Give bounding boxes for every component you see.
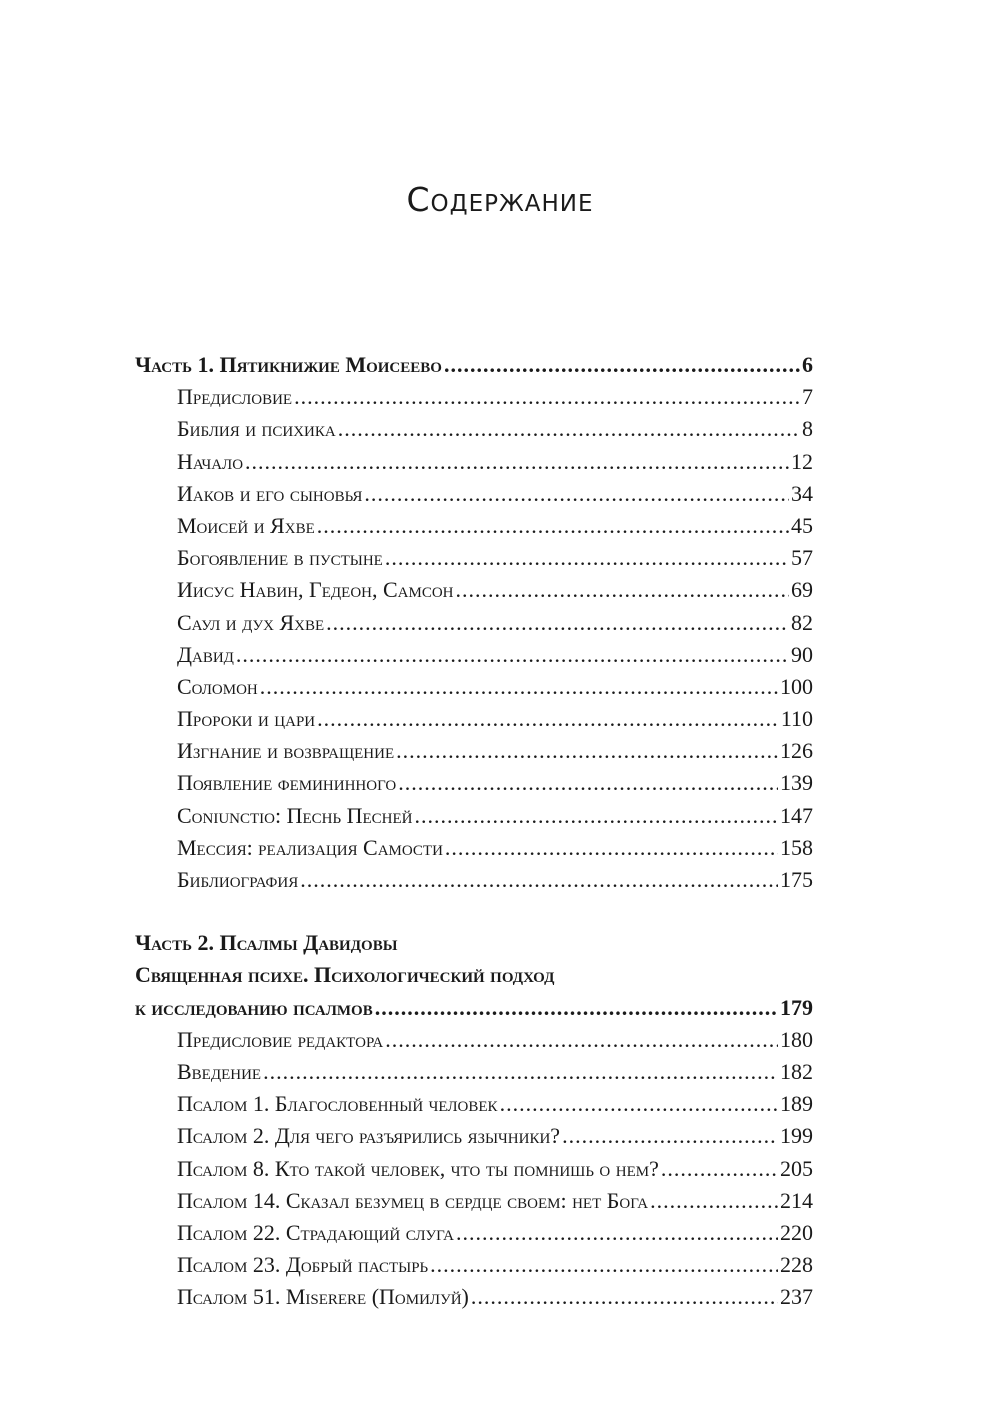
toc-entry[interactable] bbox=[135, 1027, 813, 1059]
toc-entry[interactable] bbox=[135, 1091, 813, 1123]
toc-entry-page: 175 bbox=[780, 867, 813, 892]
dot-leader bbox=[317, 706, 779, 732]
dot-leader bbox=[317, 513, 789, 539]
page-title: Содержание bbox=[406, 180, 594, 219]
dot-leader bbox=[338, 416, 800, 442]
toc-entry-page: 180 bbox=[780, 1026, 813, 1052]
dot-leader bbox=[375, 995, 778, 1021]
dot-leader bbox=[385, 545, 789, 571]
toc-entry-page: 189 bbox=[780, 1091, 813, 1117]
dot-leader bbox=[456, 577, 790, 603]
dot-leader bbox=[471, 1284, 778, 1310]
dot-leader bbox=[260, 674, 778, 700]
toc-entry-page: 57 bbox=[791, 545, 813, 571]
toc-entry-label: Coniunctio: Песнь Песней bbox=[177, 802, 413, 828]
dot-leader bbox=[263, 1059, 778, 1085]
toc-entry[interactable] bbox=[135, 867, 813, 899]
toc-entry[interactable] bbox=[135, 1220, 813, 1252]
toc-entry-page: 7 bbox=[802, 384, 813, 410]
dot-leader bbox=[364, 481, 789, 507]
toc-entry-label: Пророки и цари bbox=[177, 706, 316, 732]
toc-part-1-label: Часть 1. Пятикнижие Моисеево bbox=[135, 352, 442, 377]
toc-entry-page: 110 bbox=[780, 706, 813, 732]
toc-entry-label: Библиография bbox=[177, 867, 299, 892]
toc-entry-page: 82 bbox=[791, 609, 813, 635]
toc-entry-label: Библия и психика bbox=[177, 416, 336, 442]
toc-entry[interactable] bbox=[135, 449, 813, 481]
toc-entry-label: Псалом 2. Для чего разъярились язычники? bbox=[177, 1123, 561, 1149]
toc-entry-label: Иаков и его сыновья bbox=[177, 480, 363, 506]
dot-leader bbox=[444, 352, 800, 378]
toc-part-1[interactable] bbox=[135, 352, 813, 384]
toc-entry[interactable] bbox=[135, 513, 813, 545]
section-gap bbox=[135, 899, 813, 930]
toc-entry-page: 90 bbox=[791, 641, 813, 667]
dot-leader bbox=[445, 835, 778, 861]
toc-entry[interactable] bbox=[135, 835, 813, 867]
toc-entry-page: 45 bbox=[791, 512, 813, 538]
toc-entry[interactable] bbox=[135, 481, 813, 513]
toc-entry-label: Псалом 8. Кто такой человек, что ты помнишь о нем? bbox=[177, 1155, 659, 1181]
toc-entry[interactable] bbox=[135, 610, 813, 642]
toc-entry-page: 100 bbox=[780, 673, 813, 699]
dot-leader bbox=[294, 384, 800, 410]
toc-entry-page: 182 bbox=[780, 1058, 813, 1084]
toc-entry[interactable] bbox=[135, 1188, 813, 1220]
dot-leader bbox=[456, 1220, 778, 1246]
toc-entry[interactable] bbox=[135, 545, 813, 577]
dot-leader bbox=[326, 610, 789, 636]
toc-part-2-line-3[interactable] bbox=[135, 995, 813, 1027]
toc-entry-label: Богоявление в пустыне bbox=[177, 545, 383, 571]
toc-entry-label: Саул и дух Яхве bbox=[177, 609, 325, 635]
toc-entry-label: Введение bbox=[177, 1058, 262, 1084]
dot-leader bbox=[415, 803, 779, 829]
toc-entry-label: Иисус Навин, Гедеон, Самсон bbox=[177, 577, 454, 603]
toc-entry-page: 69 bbox=[791, 577, 813, 603]
toc-entry-page: 147 bbox=[780, 802, 813, 828]
toc-entry[interactable] bbox=[135, 1059, 813, 1091]
toc-part-2-line-1[interactable] bbox=[135, 930, 813, 962]
toc-entry[interactable] bbox=[135, 738, 813, 770]
toc-entry[interactable] bbox=[135, 1156, 813, 1188]
toc-entry-page: 228 bbox=[780, 1252, 813, 1278]
dot-leader bbox=[396, 738, 778, 764]
toc-part-2-items bbox=[135, 1027, 813, 1317]
toc-entry-label: Соломон bbox=[177, 673, 258, 699]
toc-entry-label: Псалом 14. Сказал безумец в сердце своем: нет Бога bbox=[177, 1187, 649, 1213]
toc-entry-label: Предисловие редактора bbox=[177, 1026, 384, 1052]
dot-leader bbox=[236, 642, 789, 668]
toc-entry-label: Моисей и Яхве bbox=[177, 512, 315, 538]
toc-entry-label: Изгнание и возвращение bbox=[177, 738, 395, 764]
dot-leader bbox=[650, 1188, 778, 1214]
toc-entry[interactable] bbox=[135, 770, 813, 802]
toc-part-2-page: 179 bbox=[780, 994, 813, 1020]
toc-entry-label: Псалом 22. Страдающий слуга bbox=[177, 1219, 454, 1245]
toc-entry-label: Мессия: реализация Самости bbox=[177, 834, 443, 860]
toc-part-1-page: 6 bbox=[802, 352, 813, 377]
toc-entry-page: 214 bbox=[780, 1187, 813, 1213]
toc-entry-label: Предисловие bbox=[177, 384, 293, 410]
toc-entry[interactable] bbox=[135, 674, 813, 706]
toc-entry-page: 126 bbox=[780, 738, 813, 764]
toc-entry[interactable] bbox=[135, 803, 813, 835]
toc-entry-page: 220 bbox=[780, 1219, 813, 1245]
dot-leader bbox=[245, 449, 789, 475]
toc-entry[interactable] bbox=[135, 1284, 813, 1316]
toc-entry-label: Псалом 1. Благословенный человек bbox=[177, 1091, 498, 1117]
toc-entry-page: 199 bbox=[780, 1123, 813, 1149]
toc-entry-page: 237 bbox=[780, 1284, 813, 1310]
toc-part-2-label-line-1: Часть 2. Псалмы Давидовы bbox=[135, 930, 398, 956]
toc-entry-label: Начало bbox=[177, 448, 244, 474]
toc-entry-page: 8 bbox=[802, 416, 813, 442]
toc-entry[interactable] bbox=[135, 1252, 813, 1284]
toc-entry[interactable] bbox=[135, 577, 813, 609]
toc-part-1-items bbox=[135, 384, 813, 899]
toc-entry-page: 139 bbox=[780, 770, 813, 796]
toc-entry[interactable] bbox=[135, 706, 813, 738]
table-of-contents bbox=[135, 352, 813, 1316]
toc-entry[interactable] bbox=[135, 1123, 813, 1155]
dot-leader bbox=[430, 1252, 778, 1278]
toc-entry[interactable] bbox=[135, 642, 813, 674]
toc-part-2-line-2[interactable] bbox=[135, 962, 813, 994]
dot-leader bbox=[398, 770, 778, 796]
dot-leader bbox=[500, 1091, 778, 1117]
toc-entry-page: 34 bbox=[791, 480, 813, 506]
toc-entry[interactable] bbox=[135, 416, 813, 448]
toc-entry-label: Появление фемининного bbox=[177, 770, 397, 796]
toc-entry-label: Псалом 23. Добрый пастырь bbox=[177, 1252, 429, 1278]
dot-leader bbox=[385, 1027, 778, 1053]
toc-entry-page: 158 bbox=[780, 834, 813, 860]
toc-entry-page: 205 bbox=[780, 1155, 813, 1181]
toc-part-2-label-line-3: к исследованию псалмов bbox=[135, 994, 373, 1020]
toc-entry-label: Псалом 51. Miserere (Помилуй) bbox=[177, 1284, 469, 1310]
toc-entry[interactable] bbox=[135, 384, 813, 416]
dot-leader bbox=[300, 867, 778, 893]
dot-leader bbox=[562, 1123, 778, 1149]
toc-entry-page: 12 bbox=[791, 448, 813, 474]
toc-entry-label: Давид bbox=[177, 641, 234, 667]
toc-part-2-label-line-2: Священная психе. Психологический подход bbox=[135, 962, 555, 988]
dot-leader bbox=[661, 1156, 778, 1182]
